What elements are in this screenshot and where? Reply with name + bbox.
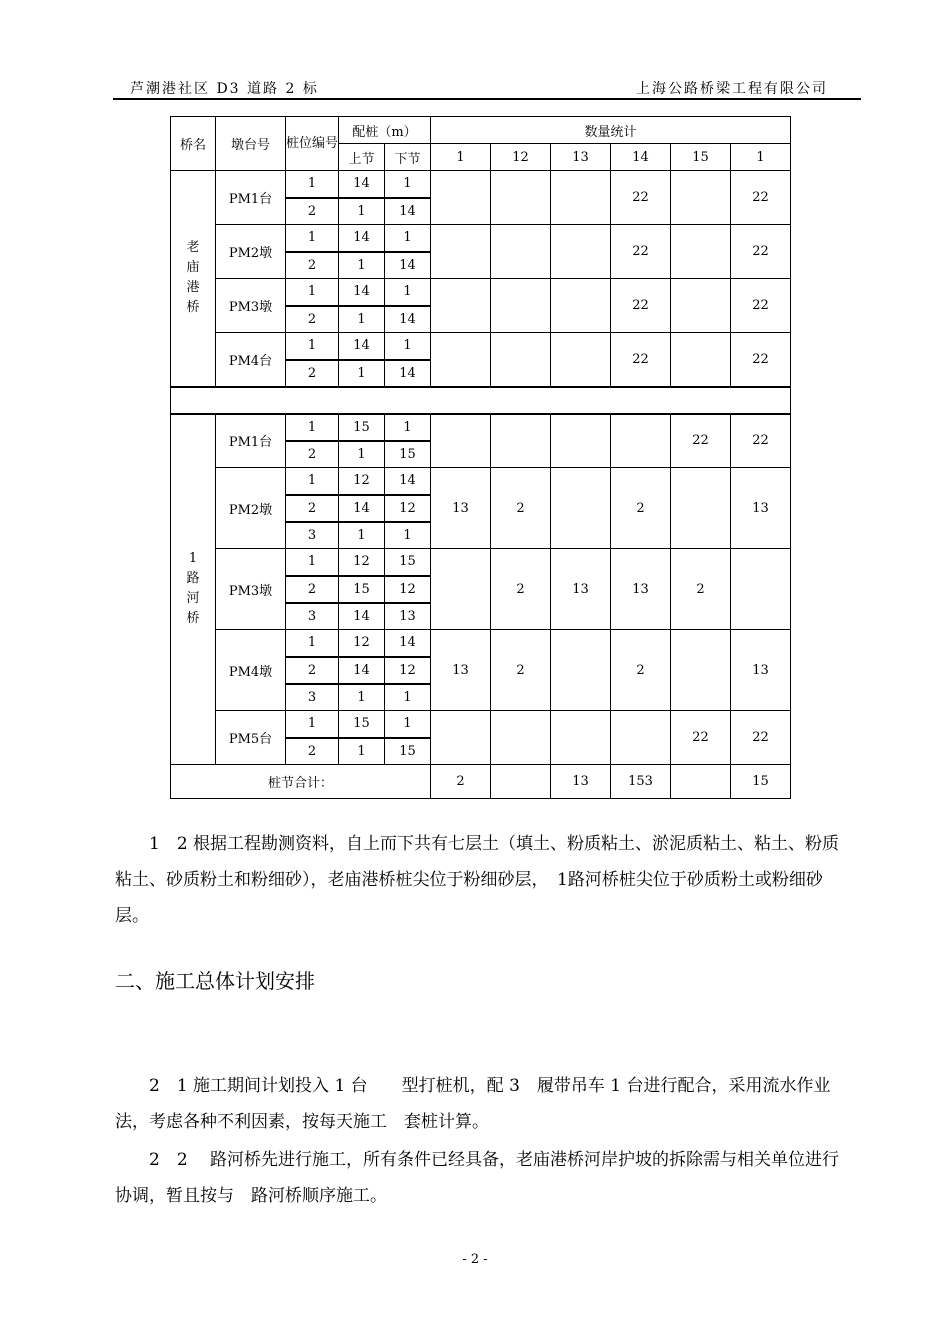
lower-length: 14	[385, 306, 431, 333]
lower-length: 14	[385, 360, 431, 387]
upper-length: 1	[339, 360, 385, 387]
upper-length: 14	[339, 333, 385, 360]
upper-length: 14	[339, 171, 385, 198]
qty-cell	[431, 549, 491, 630]
upper-length: 15	[339, 414, 385, 441]
qty-cell: 22	[731, 711, 791, 765]
pile-number: 2	[286, 360, 339, 387]
qty-cell: 22	[731, 414, 791, 468]
qty-cell: 13	[731, 630, 791, 711]
header-pile-config: 配桩（m）	[339, 117, 431, 144]
upper-length: 1	[339, 441, 385, 468]
paragraph-plan-2	[115, 1142, 850, 1214]
table-row	[171, 711, 791, 738]
pile-number: 3	[286, 603, 339, 630]
total-qty-cell: 2	[431, 765, 491, 799]
pier-name: PM5台	[216, 711, 286, 765]
qty-cell	[671, 333, 731, 387]
qty-cell: 22	[731, 333, 791, 387]
lower-length: 14	[385, 468, 431, 495]
bridge-name: 1路河桥	[186, 551, 200, 627]
upper-length: 12	[339, 549, 385, 576]
header-upper: 上节	[339, 144, 385, 171]
qty-cell: 13	[551, 549, 611, 630]
pile-number: 1	[286, 630, 339, 657]
page-number: - 2 -	[462, 1252, 488, 1267]
total-label: 桩节合计：	[171, 765, 431, 799]
qty-cell	[491, 711, 551, 765]
qty-cell	[611, 711, 671, 765]
lower-length: 12	[385, 657, 431, 684]
qty-cell: 13	[431, 468, 491, 549]
qty-cell: 2	[491, 549, 551, 630]
qty-cell	[671, 630, 731, 711]
lower-length: 1	[385, 333, 431, 360]
qty-cell	[491, 279, 551, 333]
header-left: 芦潮港社区 D3 道路 2 标	[130, 81, 319, 97]
qty-cell	[551, 468, 611, 549]
pier-name: PM2墩	[216, 468, 286, 549]
header-qty-col: 1	[731, 144, 791, 171]
qty-cell	[431, 414, 491, 468]
header-qty-col: 1	[431, 144, 491, 171]
table-row	[171, 171, 791, 198]
qty-cell: 22	[611, 333, 671, 387]
para1-number: 1 2	[149, 834, 188, 854]
header-bridge: 桥名	[171, 117, 216, 171]
upper-length: 1	[339, 252, 385, 279]
upper-length: 1	[339, 738, 385, 765]
upper-length: 1	[339, 198, 385, 225]
pile-table	[170, 116, 791, 799]
qty-cell	[491, 333, 551, 387]
qty-cell: 22	[611, 225, 671, 279]
table-row	[171, 279, 791, 306]
upper-length: 1	[339, 522, 385, 549]
qty-cell: 2	[611, 630, 671, 711]
lower-length: 1	[385, 279, 431, 306]
upper-length: 12	[339, 468, 385, 495]
pile-number: 1	[286, 171, 339, 198]
pile-number: 1	[286, 549, 339, 576]
qty-cell	[491, 225, 551, 279]
header-lower: 下节	[385, 144, 431, 171]
table-row	[171, 468, 791, 495]
bridge-name-cell	[171, 414, 216, 765]
bridge-name: 老庙港桥	[186, 240, 200, 316]
table-row	[171, 549, 791, 576]
total-row	[171, 765, 791, 799]
qty-cell	[671, 225, 731, 279]
qty-cell	[551, 279, 611, 333]
qty-cell	[491, 171, 551, 225]
pile-number: 1	[286, 279, 339, 306]
header-right: 上海公路桥梁工程有限公司	[636, 81, 828, 97]
qty-cell: 2	[491, 630, 551, 711]
para2-text: 施工期间计划投入 1 台 型打桩机，配 3 履带吊车 1 台进行配合，采用流水作业法，考虑各种不利因素，按每天施工 套桩计算。	[115, 1076, 831, 1132]
lower-length: 15	[385, 441, 431, 468]
pile-number: 3	[286, 684, 339, 711]
pile-number: 1	[286, 225, 339, 252]
qty-cell	[431, 711, 491, 765]
pier-name: PM3墩	[216, 549, 286, 630]
qty-cell	[671, 279, 731, 333]
qty-cell	[731, 549, 791, 630]
pile-number: 1	[286, 468, 339, 495]
qty-cell: 2	[611, 468, 671, 549]
pile-number: 2	[286, 576, 339, 603]
lower-length: 15	[385, 549, 431, 576]
upper-length: 14	[339, 603, 385, 630]
qty-cell	[431, 171, 491, 225]
total-qty-cell	[671, 765, 731, 799]
qty-cell: 22	[671, 414, 731, 468]
qty-cell: 2	[491, 468, 551, 549]
upper-length: 14	[339, 225, 385, 252]
pile-number: 2	[286, 198, 339, 225]
bridge-name-cell	[171, 171, 216, 387]
qty-cell: 22	[731, 171, 791, 225]
pier-name: PM1台	[216, 171, 286, 225]
header-qty-col: 14	[611, 144, 671, 171]
total-qty-cell: 153	[611, 765, 671, 799]
qty-cell	[551, 414, 611, 468]
pier-name: PM4墩	[216, 630, 286, 711]
total-qty-cell	[491, 765, 551, 799]
header-rule	[113, 98, 861, 100]
qty-cell	[551, 171, 611, 225]
para3-text: 路河桥先进行施工，所有条件已经具备，老庙港桥河岸护坡的拆除需与相关单位进行协调，暂且按与 路河桥顺序施工。	[115, 1150, 840, 1206]
pier-name: PM3墩	[216, 279, 286, 333]
qty-cell: 13	[611, 549, 671, 630]
qty-cell	[431, 333, 491, 387]
header-qty-stats: 数量统计	[431, 117, 791, 144]
table-row	[171, 630, 791, 657]
blank-separator	[171, 387, 791, 414]
header-qty-col: 13	[551, 144, 611, 171]
pile-number: 1	[286, 333, 339, 360]
lower-length: 1	[385, 522, 431, 549]
qty-cell: 22	[731, 279, 791, 333]
lower-length: 1	[385, 684, 431, 711]
qty-cell	[551, 225, 611, 279]
qty-cell	[611, 414, 671, 468]
pile-number: 2	[286, 657, 339, 684]
qty-cell: 13	[731, 468, 791, 549]
header-qty-col: 15	[671, 144, 731, 171]
qty-cell	[671, 171, 731, 225]
qty-cell: 22	[611, 171, 671, 225]
section-heading: 二、施工总体计划安排	[115, 969, 315, 993]
qty-cell	[431, 225, 491, 279]
qty-cell	[551, 711, 611, 765]
pile-number: 2	[286, 441, 339, 468]
qty-cell	[431, 279, 491, 333]
lower-length: 14	[385, 252, 431, 279]
lower-length: 15	[385, 738, 431, 765]
total-qty-cell: 13	[551, 765, 611, 799]
lower-length: 12	[385, 495, 431, 522]
table-row	[171, 333, 791, 360]
table-row	[171, 225, 791, 252]
para1-text: 根据工程勘测资料，自上而下共有七层土（填土、粉质粘土、淤泥质粘土、粘土、粉质粘土、砂质粉土和粉细砂），老庙港桥桩尖位于粉细砂层， 1路河桥桩尖位于砂质粉土或粉细砂层。	[115, 834, 840, 926]
table-row	[171, 414, 791, 441]
qty-cell: 22	[671, 711, 731, 765]
paragraph-plan-1	[115, 1068, 850, 1140]
pile-number: 2	[286, 306, 339, 333]
pier-name: PM4台	[216, 333, 286, 387]
total-qty-cell: 15	[731, 765, 791, 799]
upper-length: 14	[339, 279, 385, 306]
pile-number: 2	[286, 495, 339, 522]
pier-name: PM1台	[216, 414, 286, 468]
qty-cell	[551, 333, 611, 387]
qty-cell	[551, 630, 611, 711]
lower-length: 1	[385, 414, 431, 441]
qty-cell: 22	[611, 279, 671, 333]
pier-name: PM2墩	[216, 225, 286, 279]
lower-length: 12	[385, 576, 431, 603]
upper-length: 15	[339, 576, 385, 603]
upper-length: 14	[339, 657, 385, 684]
pile-number: 3	[286, 522, 339, 549]
upper-length: 14	[339, 495, 385, 522]
header-pile-no: 桩位编号	[286, 117, 339, 171]
separator-row	[171, 387, 791, 414]
qty-cell: 22	[731, 225, 791, 279]
lower-length: 14	[385, 198, 431, 225]
lower-length: 14	[385, 630, 431, 657]
qty-cell	[491, 414, 551, 468]
lower-length: 1	[385, 171, 431, 198]
pile-number: 2	[286, 252, 339, 279]
pile-number: 1	[286, 414, 339, 441]
lower-length: 1	[385, 711, 431, 738]
lower-length: 1	[385, 225, 431, 252]
para3-number: 2 2	[149, 1150, 188, 1170]
qty-cell: 13	[431, 630, 491, 711]
para2-number: 2 1	[149, 1076, 188, 1096]
upper-length: 1	[339, 684, 385, 711]
lower-length: 13	[385, 603, 431, 630]
qty-cell	[671, 468, 731, 549]
upper-length: 1	[339, 306, 385, 333]
pile-number: 2	[286, 738, 339, 765]
upper-length: 12	[339, 630, 385, 657]
header-qty-col: 12	[491, 144, 551, 171]
header-pier: 墩台号	[216, 117, 286, 171]
upper-length: 15	[339, 711, 385, 738]
qty-cell: 2	[671, 549, 731, 630]
pile-number: 1	[286, 711, 339, 738]
paragraph-soil	[115, 826, 850, 934]
